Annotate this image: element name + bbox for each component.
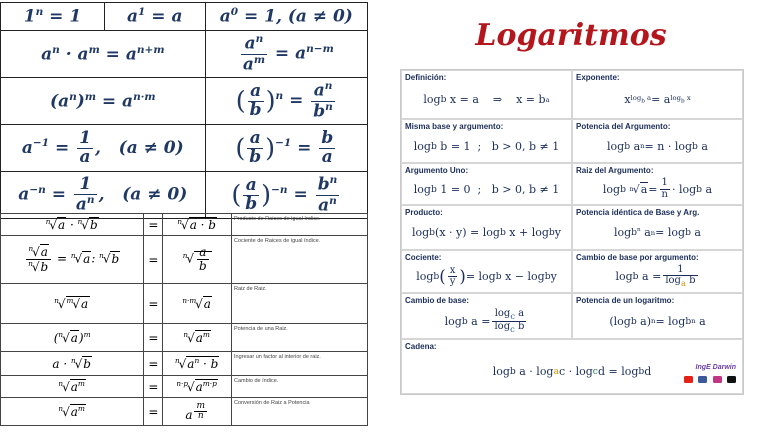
log-quotient-label: Cociente: <box>405 253 442 262</box>
log-definition-label: Definición: <box>405 73 447 82</box>
log-power-argument-label: Potencia del Argumento: <box>576 122 671 131</box>
log-identical-power-formula: log $b^n$ a n = log b a <box>613 226 701 239</box>
law-exponent-one: $a^1 = a$ <box>104 3 205 31</box>
log-identical-power-cell <box>572 205 743 250</box>
rad-change-index-rhs: $^{n\cdot p}√a^{m\cdot p}$ <box>163 376 232 398</box>
law-quotient-powers: $\frac{a^n}{a^m}$ = $a^{n-m}$ <box>205 31 367 78</box>
facebook-icon <box>698 376 707 383</box>
rad-conversion-lhs: $^n√a^m$ <box>1 398 144 426</box>
rad-change-index-lhs: $^n√a^m$ <box>1 376 144 398</box>
log-power-argument-formula: log b a n = n · log b a <box>607 139 708 153</box>
condition-2: (a ≠ 0) <box>122 184 188 205</box>
rad-desc-power-of-root: Potencia de una Raiz. <box>232 324 368 352</box>
log-argument-one-formula: log b 1 = 0 ; b > 0, b ≠ 1 <box>413 182 560 196</box>
rad-product-lhs: $^n$√a · $^n$√b <box>1 214 144 236</box>
law-power-one: $1^n = 1$ <box>1 3 105 31</box>
law-inverse-quotient-n: ( $\frac{a}{b}$ )$^{-n}$ = $\frac{b^n}{a^n}$ <box>205 172 367 219</box>
log-power-of-log-label: Potencia de un logaritmo: <box>576 296 675 305</box>
radical-laws-table <box>0 213 368 426</box>
log-change-base-arg-cell <box>572 250 743 293</box>
log-change-base-arg-formula: log b a = $\frac{1}{\log_a b}$ <box>615 263 696 289</box>
rad-desc-product: Producto de Raices de igual índice. <box>232 214 368 236</box>
rad-power-of-root-rhs: $^n√a^m$ <box>163 324 232 352</box>
rad-conversion-rhs: a $^{\frac{m}{n}}$ <box>163 398 232 426</box>
rad-eq-7: = <box>144 398 163 426</box>
rad-eq-2: = <box>144 236 163 284</box>
log-root-argument-label: Raiz del Argumento: <box>576 166 654 175</box>
log-power-of-log-cell <box>572 293 743 339</box>
rad-quotient-rhs: $^n$√ $\frac{a}{b}$ <box>163 236 232 284</box>
log-product-label: Producto: <box>405 208 443 217</box>
rad-eq-5: = <box>144 352 163 376</box>
youtube-icon <box>684 376 693 383</box>
rad-eq-1: = <box>144 214 163 236</box>
law-power-of-power: $(a^n)^m = a^{n\cdot m}$ <box>1 78 206 125</box>
rad-insert-factor-rhs: $^n√a^n \cdot b$ <box>163 352 232 376</box>
log-root-argument-formula: log b n √ a = $\frac{1}{n}$ · log b a <box>602 177 713 200</box>
log-argument-one-cell <box>401 163 572 205</box>
log-quotient-cell <box>401 250 572 293</box>
log-same-base-label: Misma base y argumento: <box>405 122 504 131</box>
logarithm-rules-card <box>400 69 744 395</box>
log-definition-cell <box>401 70 572 119</box>
log-definition-formula: log b x = a ⇒ x = b a <box>423 93 550 106</box>
rad-eq-6: = <box>144 376 163 398</box>
log-change-base-arg-label: Cambio de base por argumento: <box>576 253 699 262</box>
law-product-powers: $a^n \cdot a^m = a^{n+m}$ <box>1 31 206 78</box>
rad-eq-4: = <box>144 324 163 352</box>
rad-power-of-root-lhs: $(^n√a)^m$ <box>1 324 144 352</box>
rad-root-of-root-rhs: $^{n\cdot m}$√a <box>163 284 232 324</box>
rad-eq-3: = <box>144 284 163 324</box>
log-quotient-formula: log b ( $\frac{x}{y}$ ) = log b x − log b y <box>416 264 557 287</box>
log-same-base-cell <box>401 119 572 163</box>
log-product-formula: log b (x · y) = log b x + log b y <box>411 226 561 239</box>
log-chain-label: Cadena: <box>405 342 437 351</box>
tiktok-icon <box>727 376 736 383</box>
rad-desc-quotient: Cociente de Raices de igual índice. <box>232 236 368 284</box>
rad-quotient-lhs: $\frac{^n√a}{^n√b}$ = $^n$√a: $^n$√b <box>1 236 144 284</box>
log-chain-cell <box>401 339 743 394</box>
brand-signature <box>683 364 736 389</box>
rad-product-rhs: $^n$√a · b <box>163 214 232 236</box>
rad-root-of-root-lhs: $^n$√$^m$√a <box>1 284 144 324</box>
rad-desc-change-index: Cambio de índice. <box>232 376 368 398</box>
law-exponent-zero: $a^0 = 1$, (a ≠ 0) <box>205 3 367 31</box>
rad-desc-root-of-root: Raiz de Raiz. <box>232 284 368 324</box>
law-power-of-quotient: ( $\frac{a}{b}$ )$^n$ = $\frac{a^n}{b^n}$ <box>205 78 367 125</box>
law-inverse-quotient: ( $\frac{a}{b}$ )$^{-1}$ = $\frac{b}{a}$ <box>205 125 367 172</box>
log-root-argument-cell <box>572 163 743 205</box>
log-same-base-formula: log b b = 1 ; b > 0, b ≠ 1 <box>413 139 560 153</box>
log-change-base-label: Cambio de base: <box>405 296 470 305</box>
logarithms-title: Logaritmos <box>475 18 667 53</box>
rad-desc-insert-factor: Ingresar un factor al interior de raiz. <box>232 352 368 376</box>
log-change-base-formula: log b a = $\frac{\log_c a}{\log_c b}$ <box>444 307 525 334</box>
log-product-cell <box>401 205 572 250</box>
log-identical-power-label: Potencia idéntica de Base y Arg. <box>576 208 700 217</box>
brand-name: IngE Darwin <box>695 364 736 371</box>
log-chain-formula: log b a · log a c · log c d = log b d <box>492 365 652 378</box>
condition-1: (a ≠ 0) <box>118 137 184 158</box>
rad-desc-conversion: Conversión de Raiz a Potencia <box>232 398 368 426</box>
log-power-argument-cell <box>572 119 743 163</box>
exponent-laws-table <box>0 2 368 219</box>
log-exponent-cell <box>572 70 743 119</box>
instagram-icon <box>713 376 722 383</box>
log-argument-one-label: Argumento Uno: <box>405 166 469 175</box>
law-negative-one: $a^{-1}$ = $\frac{1}{a}$ , (a ≠ 0) <box>1 125 206 172</box>
rad-insert-factor-lhs: a · $^n$√b <box>1 352 144 376</box>
log-exponent-label: Exponente: <box>576 73 620 82</box>
log-change-base-cell <box>401 293 572 339</box>
law-negative-n: $a^{-n}$ = $\frac{1}{a^n}$ , (a ≠ 0) <box>1 172 206 219</box>
log-power-of-log-formula: (log b a) n = log b n a <box>609 314 706 328</box>
log-exponent-formula: x $\log_b a$ = a $\log_b x$ <box>624 93 691 106</box>
zero-condition: (a ≠ 0) <box>287 6 353 27</box>
